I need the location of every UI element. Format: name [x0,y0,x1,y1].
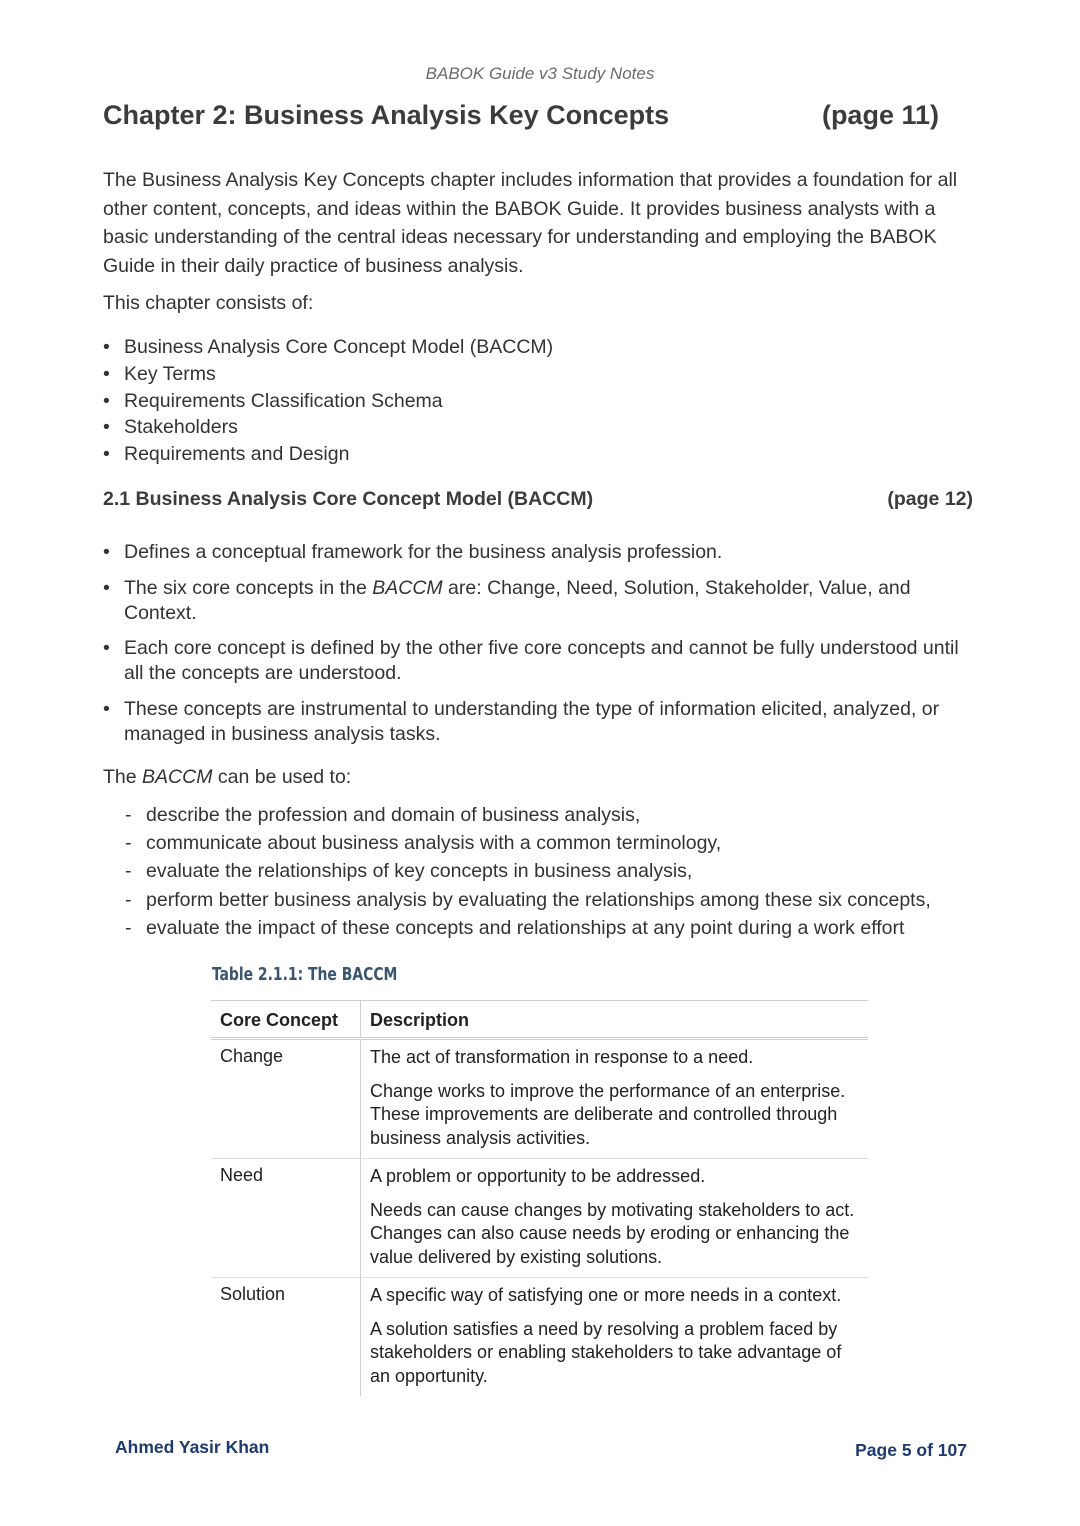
table-header-row [211,1001,868,1039]
concept-detail: Needs can cause changes by motivating stakeholders to act. Changes can also cause needs by eroding or enhancing the value delivered by existing solutions. [370,1199,855,1267]
description-cell [361,1278,869,1397]
baccm-uses-intro: The BACCM can be used to: [103,766,352,788]
column-header-concept: Core Concept [211,1001,361,1039]
concept-definition: A specific way of satisfying one or more needs in a context. [370,1285,842,1305]
list-item: - describe the profession and domain of business analysis, [125,801,985,829]
bullet-icon: • [103,541,110,563]
table-row [211,1159,868,1278]
list-item: • Requirements Classification Schema [103,388,983,415]
list-item: • Key Terms [103,361,983,388]
chapter-page-ref: (page 11) [821,100,939,130]
bullet-icon: • [103,576,110,599]
bullet-icon: • [103,697,110,720]
footer-page-number: Page 5 of 107 [855,1440,967,1460]
list-item: • Business Analysis Core Concept Model (BACCM) [103,334,983,361]
table-caption: Table 2.1.1: The BACCM [212,964,398,985]
bullet-icon: • [103,389,110,412]
chapter-title-text: Chapter 2: Business Analysis Key Concepts [103,100,670,130]
bullet-icon: • [103,362,110,385]
dash-icon: - [125,888,132,911]
table-row [211,1039,868,1159]
list-item: • These concepts are instrumental to understanding the type of information elicited, analyzed, or managed in business analysis tasks. [103,697,940,745]
bullet-icon: • [103,416,110,439]
dash-icon: - [125,860,132,883]
running-header: BABOK Guide v3 Study Notes [425,64,655,83]
consists-label: This chapter consists of: [103,292,314,314]
table-row [211,1278,868,1397]
concept-cell: Change [211,1039,361,1159]
dash-icon: - [125,804,132,826]
column-header-description: Description [361,1001,869,1039]
list-item: - evaluate the relationships of key concepts in business analysis, [125,857,985,885]
list-item: • Requirements and Design [103,441,983,468]
baccm-points-list [103,540,983,757]
chapter-title [103,100,939,131]
list-item: • Stakeholders [103,414,983,441]
concept-definition: The act of transformation in response to a need. [370,1047,754,1067]
bullet-icon: • [103,443,110,466]
list-item: • Each core concept is defined by the other five core concepts and cannot be fully understood until all the concepts are understood. [103,637,959,684]
bullet-icon: • [103,336,110,358]
list-item: - evaluate the impact of these concepts and relationships at any point during a work effort [125,914,985,942]
list-item: - perform better business analysis by evaluating the relationships among these six concepts, [125,886,985,914]
dash-icon: - [125,916,132,939]
section-title [103,488,973,511]
chapter-contents-list [103,334,983,468]
list-item: • Defines a conceptual framework for the business analysis profession. [103,541,723,563]
bullet-icon: • [103,637,110,659]
concept-cell: Solution [211,1278,361,1397]
section-page-ref: (page 12) [887,488,973,510]
description-cell [361,1039,869,1159]
concept-detail: A solution satisfies a need by resolving a problem faced by stakeholders or enabling stakeholders to take advantage of an opportunity. [370,1318,842,1386]
list-item: • The six core concepts in the BACCM are: Change, Need, Solution, Stakeholder, Value, and Context. [103,576,911,624]
dash-icon: - [125,832,132,855]
baccm-uses-list [125,801,985,942]
list-item: - communicate about business analysis with a common terminology, [125,829,985,857]
footer-author: Ahmed Yasir Khan [115,1437,270,1457]
concept-cell: Need [211,1159,361,1278]
description-cell [361,1159,869,1278]
baccm-table [211,1000,868,1396]
concept-detail: Change works to improve the performance of an enterprise. These improvements are deliberate and controlled through business analysis activities. [370,1080,846,1148]
concept-definition: A problem or opportunity to be addressed. [370,1166,706,1186]
intro-paragraph: The Business Analysis Key Concepts chapter includes information that provides a foundation for all other content, concepts, and ideas within the BABOK Guide. It provides business analysts with a basic understanding of the central ideas necessary for understanding and employing the BABOK Guide in their daily practice of business analysis. [103,169,958,277]
section-title-text: 2.1 Business Analysis Core Concept Model (BACCM) [103,488,594,510]
